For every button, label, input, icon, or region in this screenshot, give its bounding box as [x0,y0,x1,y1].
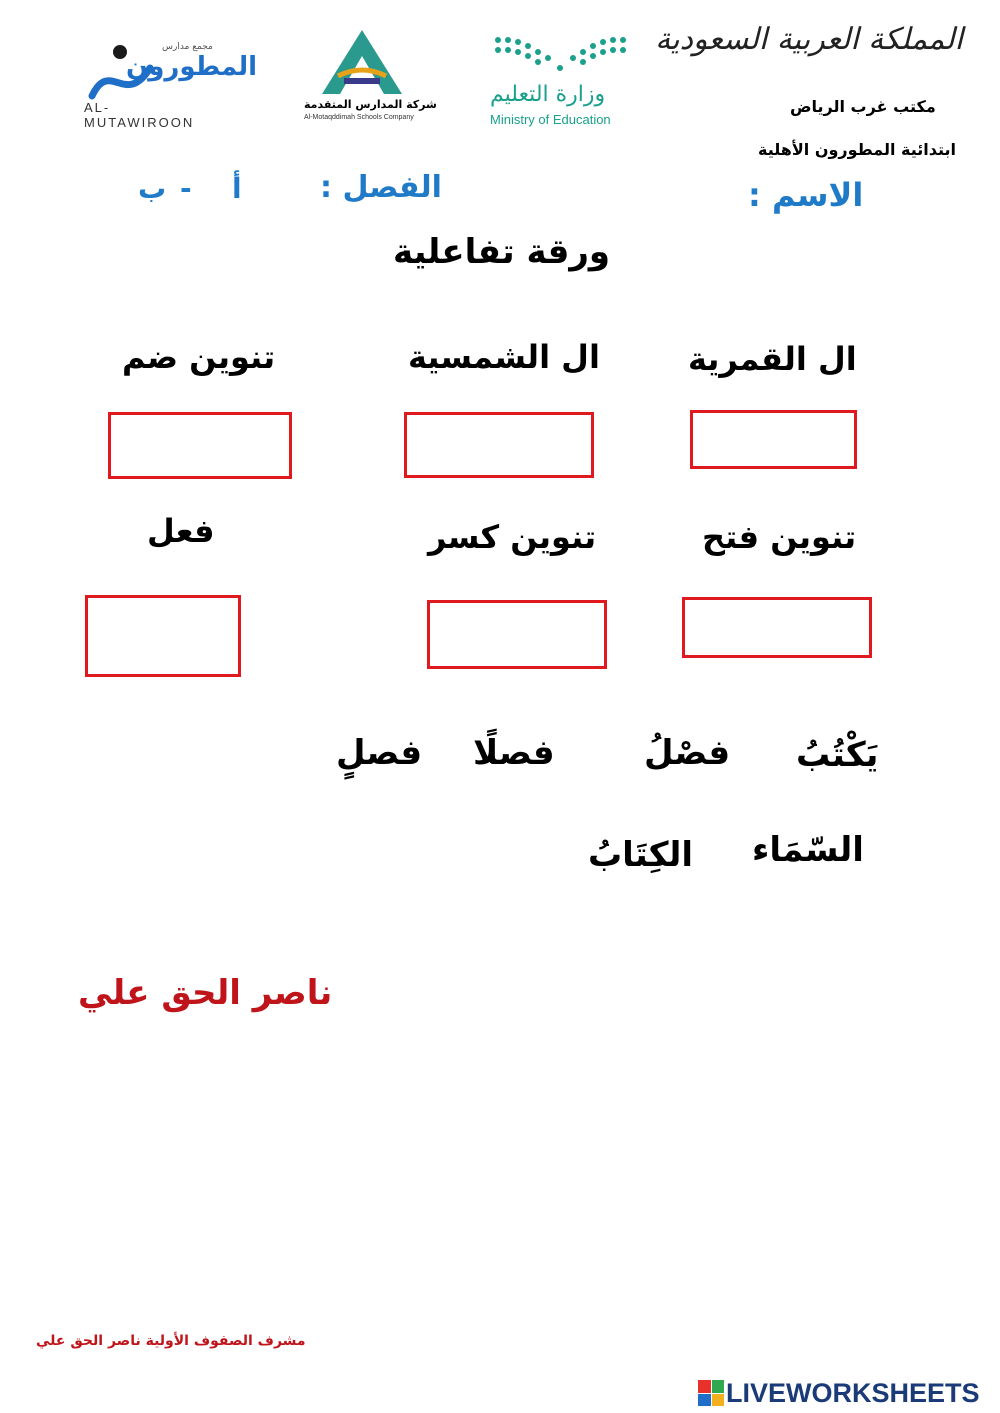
liveworksheets-logo[interactable] [698,1378,980,1408]
draggable-word[interactable]: السّمَاء [752,830,864,870]
drop-box-tanween-kasr[interactable] [427,600,607,669]
draggable-word[interactable]: الكِتَابُ [588,835,694,875]
brand-text: LIVEWORKSHEETS [726,1377,980,1408]
drop-box-tanween-damm[interactable] [108,412,292,479]
category-label: ال القمرية [688,340,857,378]
class-option-b: ب [138,172,167,205]
moe-en-text: Ministry of Education [490,112,611,127]
category-label: فعل [147,512,215,550]
category-label: ال الشمسية [408,338,600,376]
draggable-word[interactable]: يَكْتُبُ [796,735,879,775]
school-name: ابتدائية المطورون الأهلية [758,140,957,159]
advanced-ar-text: شركة المدارس المتقدمة [304,98,437,111]
author-name: ناصر الحق علي [78,973,333,1013]
category-label: تنوين كسر [428,518,597,556]
category-label: تنوين فتح [702,518,857,556]
category-label: تنوين ضم [122,338,276,376]
advanced-schools-logo [300,28,437,128]
name-label: الاسم : [748,176,864,214]
ministry-logo [488,30,633,130]
drop-box-tanween-fath[interactable] [682,597,872,658]
moe-ar-text: وزارة التعليم [490,82,606,107]
mutawiroon-logo [80,38,258,130]
office-name: مكتب غرب الرياض [790,97,936,116]
drop-box-shamsiya[interactable] [404,412,594,478]
draggable-word[interactable]: فصْلُ [644,733,731,773]
sheet-title: ورقة تفاعلية [393,232,611,272]
liveworksheets-badge-icon [698,1380,724,1406]
logo-small-text: مجمع مدارس [162,42,213,52]
supervisor-credit: مشرف الصفوف الأولية ناصر الحق علي [36,1333,306,1349]
draggable-word[interactable]: فصلٍ [336,733,423,773]
logo-ar-text: المطورون [126,52,258,82]
kingdom-calligraphy: المملكة العربية السعودية [655,22,963,57]
class-label: الفصل : [320,170,442,205]
logo-en-text: AL-MUTAWIROON [84,100,195,130]
advanced-en-text: Al-Motaqddimah Schools Company [304,114,414,121]
draggable-word[interactable]: فصلًا [473,733,555,773]
class-separator: - [180,172,192,205]
drop-box-qamariya[interactable] [690,410,857,469]
drop-box-verb[interactable] [85,595,241,677]
class-option-a: أ [232,172,242,205]
